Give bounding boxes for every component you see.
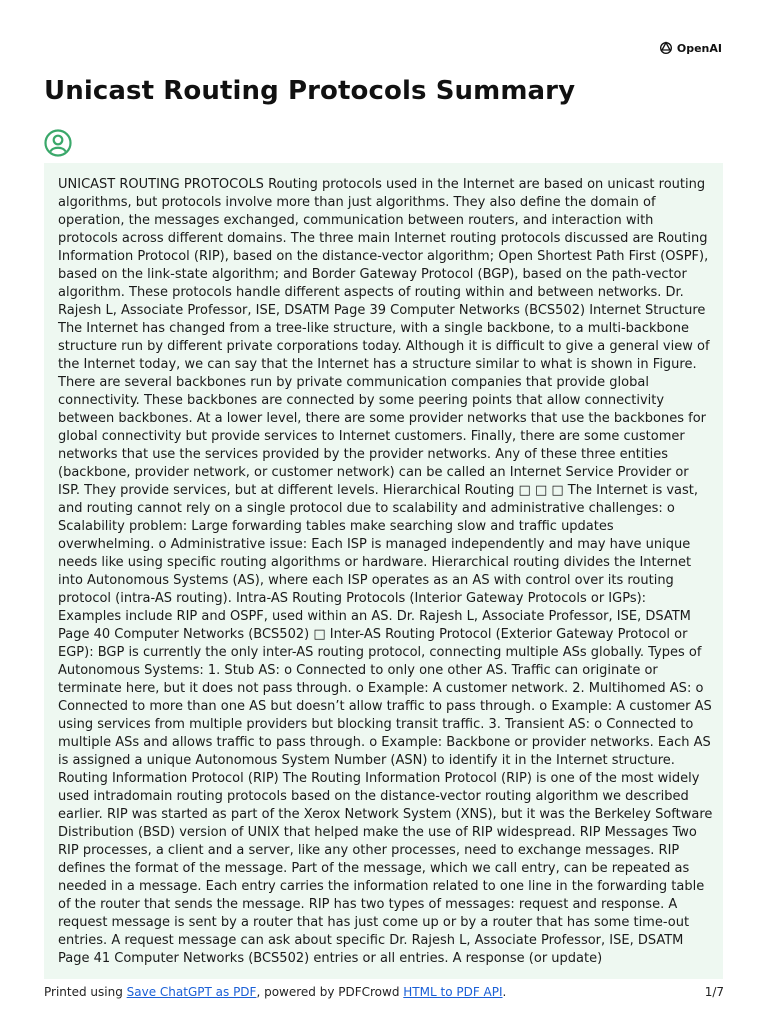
message-panel bbox=[44, 163, 723, 979]
user-avatar-icon bbox=[44, 129, 72, 157]
page-title: Unicast Routing Protocols Summary bbox=[44, 76, 576, 106]
page-footer bbox=[44, 985, 724, 999]
openai-logo-icon bbox=[658, 40, 674, 56]
footer-middle: , powered by PDFCrowd bbox=[256, 985, 404, 999]
save-chatgpt-pdf-link[interactable]: Save ChatGPT as PDF bbox=[126, 985, 257, 999]
html-to-pdf-api-link[interactable]: HTML to PDF API bbox=[403, 985, 503, 999]
footer-credit bbox=[44, 985, 506, 999]
footer-prefix: Printed using bbox=[44, 985, 127, 999]
openai-brand bbox=[658, 40, 722, 56]
brand-name: OpenAI bbox=[676, 41, 722, 55]
message-text: UNICAST ROUTING PROTOCOLS Routing protocols used in the Internet are based on unicast routing algorithms, but protocols involve more than just algorithms. They also define the domain of operation, the messages exchanged, communication between routers, and interaction with protocols across different domains. The three main Internet routing protocols discussed are Routing Information Protocol (RIP), based on the distance-vector algorithm; Open Shortest Path First (OSPF), based on the link-state algorithm; and Border Gateway Protocol (BGP), based on the path-vector algorithm. These protocols handle different aspects of routing within and between networks. Dr. Rajesh L, Associate Professor, ISE, DSATM Page 39 Computer Networks (BCS502) Internet Structure The Internet has changed from a tree-like structure, with a single backbone, to a multi-backbone structure run by different private corporations today. Although it is difficult to give a general view of the Internet today, we can say that the Internet has a structure similar to what is shown in Figure. There are several backbones run by private communication companies that provide global connectivity. These backbones are connected by some peering points that allow connectivity between backbones. At a lower level, there are some provider networks that use the backbones for global connectivity but provide services to Internet customers. Finally, there are some customer networks that use the services provided by the provider networks. Any of these three entities (backbone, provider network, or customer network) can be called an Internet Service Provider or ISP. They provide services, but at different levels. Hierarchical Routing □ □ □ The Internet is vast, and routing cannot rely on a single protocol due to scalability and administrative challenges: o Scalability problem: Large forwarding tables make searching slow and traffic updates overwhelming. o Administrative issue: Each ISP is managed independently and may have unique needs like using specific routing algorithms or hardware. Hierarchical routing divides the Internet into Autonomous Systems (AS), where each ISP operates as an AS with control over its routing protocol (intra-AS routing). Intra-AS Routing Protocols (Interior Gateway Protocols or IGPs): Examples include RIP and OSPF, used within an AS. Dr. Rajesh L, Associate Professor, ISE, DSATM Page 40 Computer Networks (BCS502) □ Inter-AS Routing Protocol (Exterior Gateway Protocol or EGP): BGP is currently the only inter-AS routing protocol, connecting multiple ASs globally. Types of Autonomous Systems: 1. Stub AS: o Connected to only one other AS. Traffic can originate or terminate here, but it does not pass through. o Example: A customer network. 2. Multihomed AS: o Connected to more than one AS but doesn’t allow traffic to pass through. o Example: A customer AS using services from multiple providers but blocking transit traffic. 3. Transient AS: o Connected to multiple ASs and allows traffic to pass through. o Example: Backbone or provider networks. Each AS is assigned a unique Autonomous System Number (ASN) to identify it in the Internet structure. Routing Information Protocol (RIP) The Routing Information Protocol (RIP) is one of the most widely used intradomain routing protocols based on the distance-vector routing algorithm we described earlier. RIP was started as part of the Xerox Network System (XNS), but it was the Berkeley Software Distribution (BSD) version of UNIX that helped make the use of RIP widespread. RIP Messages Two RIP processes, a client and a server, like any other processes, need to exchange messages. RIP defines the format of the message. Part of the message, which we call entry, can be repeated as needed in a message. Each entry carries the information related to one line in the forwarding table of the router that sends the message. RIP has two types of messages: request and response. A request message is sent by a router that has just come up or by a router that has some time-out entries. A request message can ask about specific Dr. Rajesh L, Associate Professor, ISE, DSATM Page 41 Computer Networks (BCS502) entries or all entries. A response (or update) bbox=[58, 177, 713, 966]
footer-suffix: . bbox=[502, 985, 507, 999]
page-number: 1/7 bbox=[704, 985, 724, 999]
